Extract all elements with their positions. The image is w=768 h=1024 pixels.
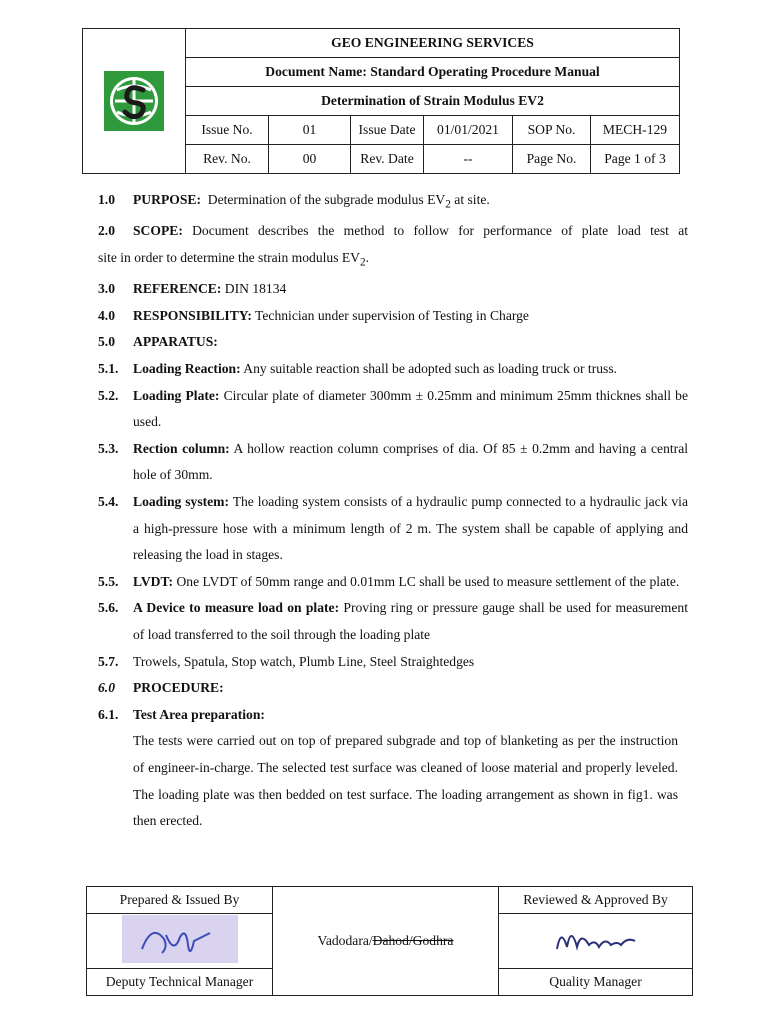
section-scope xyxy=(98,218,688,245)
item-label: A Device to measure load on plate: xyxy=(133,600,340,616)
item-label: Loading Plate: xyxy=(133,387,220,403)
item-text: A hollow reaction column comprises of dia. Of 85 ± 0.2mm and having a central hole of 30mm. xyxy=(133,440,689,483)
document-title: Determination of Strain Modulus EV2 xyxy=(186,87,680,116)
item-text: Proving ring or pressure gauge shall be used for measurement of load transferred to the soil through the loading plate xyxy=(133,600,688,642)
section-text: Document describes the method to follow for performance of plate load test at xyxy=(192,223,688,239)
section-text: at site. xyxy=(450,192,490,207)
item-text: The loading system consists of a hydraulic pump connected to a hydraulic jack via a high-pressure hose with a minimum length of 2 m. The system shall be capable of applying and releasing the load in stages. xyxy=(133,493,688,563)
document-header-table xyxy=(82,28,680,174)
section-text: site in order to determine the strain modulus EV xyxy=(98,249,360,265)
section-number: 4.0 xyxy=(98,307,115,323)
prepared-role: Deputy Technical Manager xyxy=(87,969,273,996)
section-number: 6.0 xyxy=(98,680,115,696)
rev-no-label: Rev. No. xyxy=(186,145,269,174)
item-text: Any suitable reaction shall be adopted such as loading truck or truss. xyxy=(243,361,618,376)
apparatus-item xyxy=(92,649,688,676)
item-number: 5.6. xyxy=(98,600,119,616)
location-struck-text: Dahod/Godhra xyxy=(372,933,454,948)
reviewed-signature xyxy=(499,913,693,969)
apparatus-item xyxy=(92,489,688,569)
page-no-label: Page No. xyxy=(513,145,591,174)
section-text: DIN 18134 xyxy=(224,281,287,297)
signature-icon xyxy=(122,915,238,963)
subscript: 2 xyxy=(445,198,451,211)
apparatus-item xyxy=(92,356,688,383)
section-text: . xyxy=(365,249,370,265)
item-label: Loading system: xyxy=(133,493,230,509)
section-text: Technician under supervision of Testing in Charge xyxy=(255,307,529,323)
procedure-text: The tests were carried out on top of prepared subgrade and top of blanketing as per the instruction of engineer-in-charge. The selected test surface was cleaned of loose material and properly leveled. The loading plate was then bedded on test surface. The loading arrangement as shown in fig1. was then erected. xyxy=(133,733,678,829)
document-body xyxy=(98,187,688,835)
item-label: Loading Reaction: xyxy=(133,361,241,376)
item-number: 5.4. xyxy=(98,493,119,509)
section-apparatus xyxy=(98,329,688,356)
scope-continuation xyxy=(98,245,688,276)
sop-no-value: MECH-129 xyxy=(591,116,680,145)
signature-footer-table xyxy=(86,886,693,996)
rev-date-label: Rev. Date xyxy=(351,145,424,174)
company-logo xyxy=(83,29,186,174)
section-number: 5.0 xyxy=(98,334,115,350)
section-purpose xyxy=(98,187,688,218)
section-label: REFERENCE: xyxy=(133,281,222,297)
section-label: SCOPE: xyxy=(133,223,183,239)
item-number: 5.7. xyxy=(98,653,119,669)
location-cell xyxy=(273,887,499,996)
section-number: 1.0 xyxy=(98,192,115,207)
issue-date-value: 01/01/2021 xyxy=(424,116,513,145)
item-number: 5.5. xyxy=(98,573,119,589)
section-number: 2.0 xyxy=(98,223,115,239)
prepared-signature xyxy=(87,913,273,969)
issue-no-value: 01 xyxy=(269,116,351,145)
prepared-label: Prepared & Issued By xyxy=(87,887,273,914)
apparatus-item xyxy=(92,595,688,648)
item-number: 6.1. xyxy=(98,706,119,722)
item-label: LVDT: xyxy=(133,573,174,589)
signature-icon xyxy=(551,919,641,959)
item-text: Circular plate of diameter 300mm ± 0.25mm and minimum 25mm thicknes shall be used. xyxy=(133,387,688,430)
section-label: APPARATUS: xyxy=(133,334,218,350)
item-text: Trowels, Spatula, Stop watch, Plumb Line, Steel Straightedges xyxy=(133,653,475,669)
issue-date-label: Issue Date xyxy=(351,116,424,145)
procedure-subsection xyxy=(92,702,688,729)
section-label: PURPOSE: xyxy=(133,192,201,207)
apparatus-item xyxy=(92,569,688,596)
subscript: 2 xyxy=(360,256,366,269)
apparatus-item xyxy=(92,383,688,436)
section-label: RESPONSIBILITY: xyxy=(133,307,252,323)
page-no-value: Page 1 of 3 xyxy=(591,145,680,174)
rev-no-value: 00 xyxy=(269,145,351,174)
section-text: Determination of the subgrade modulus EV xyxy=(207,192,446,207)
section-responsibility xyxy=(98,303,688,330)
document-name: Document Name: Standard Operating Procedure Manual xyxy=(186,58,680,87)
item-number: 5.1. xyxy=(98,361,119,376)
section-label: PROCEDURE: xyxy=(133,680,224,696)
reviewed-label: Reviewed & Approved By xyxy=(499,887,693,914)
geo-engineering-logo-icon xyxy=(103,70,165,132)
item-text: One LVDT of 50mm range and 0.01mm LC shall be used to measure settlement of the plate. xyxy=(176,573,680,589)
item-label: Rection column: xyxy=(133,440,230,456)
reviewed-role: Quality Manager xyxy=(499,969,693,996)
section-procedure xyxy=(98,675,688,702)
item-number: 5.3. xyxy=(98,440,119,456)
location-text: Vadodara/ xyxy=(317,933,373,948)
issue-no-label: Issue No. xyxy=(186,116,269,145)
item-number: 5.2. xyxy=(98,387,119,403)
section-number: 3.0 xyxy=(98,281,115,297)
company-name: GEO ENGINEERING SERVICES xyxy=(186,29,680,58)
sop-no-label: SOP No. xyxy=(513,116,591,145)
item-label: Test Area preparation: xyxy=(133,706,265,722)
apparatus-item xyxy=(92,436,688,489)
section-reference xyxy=(98,276,688,303)
rev-date-value: -- xyxy=(424,145,513,174)
